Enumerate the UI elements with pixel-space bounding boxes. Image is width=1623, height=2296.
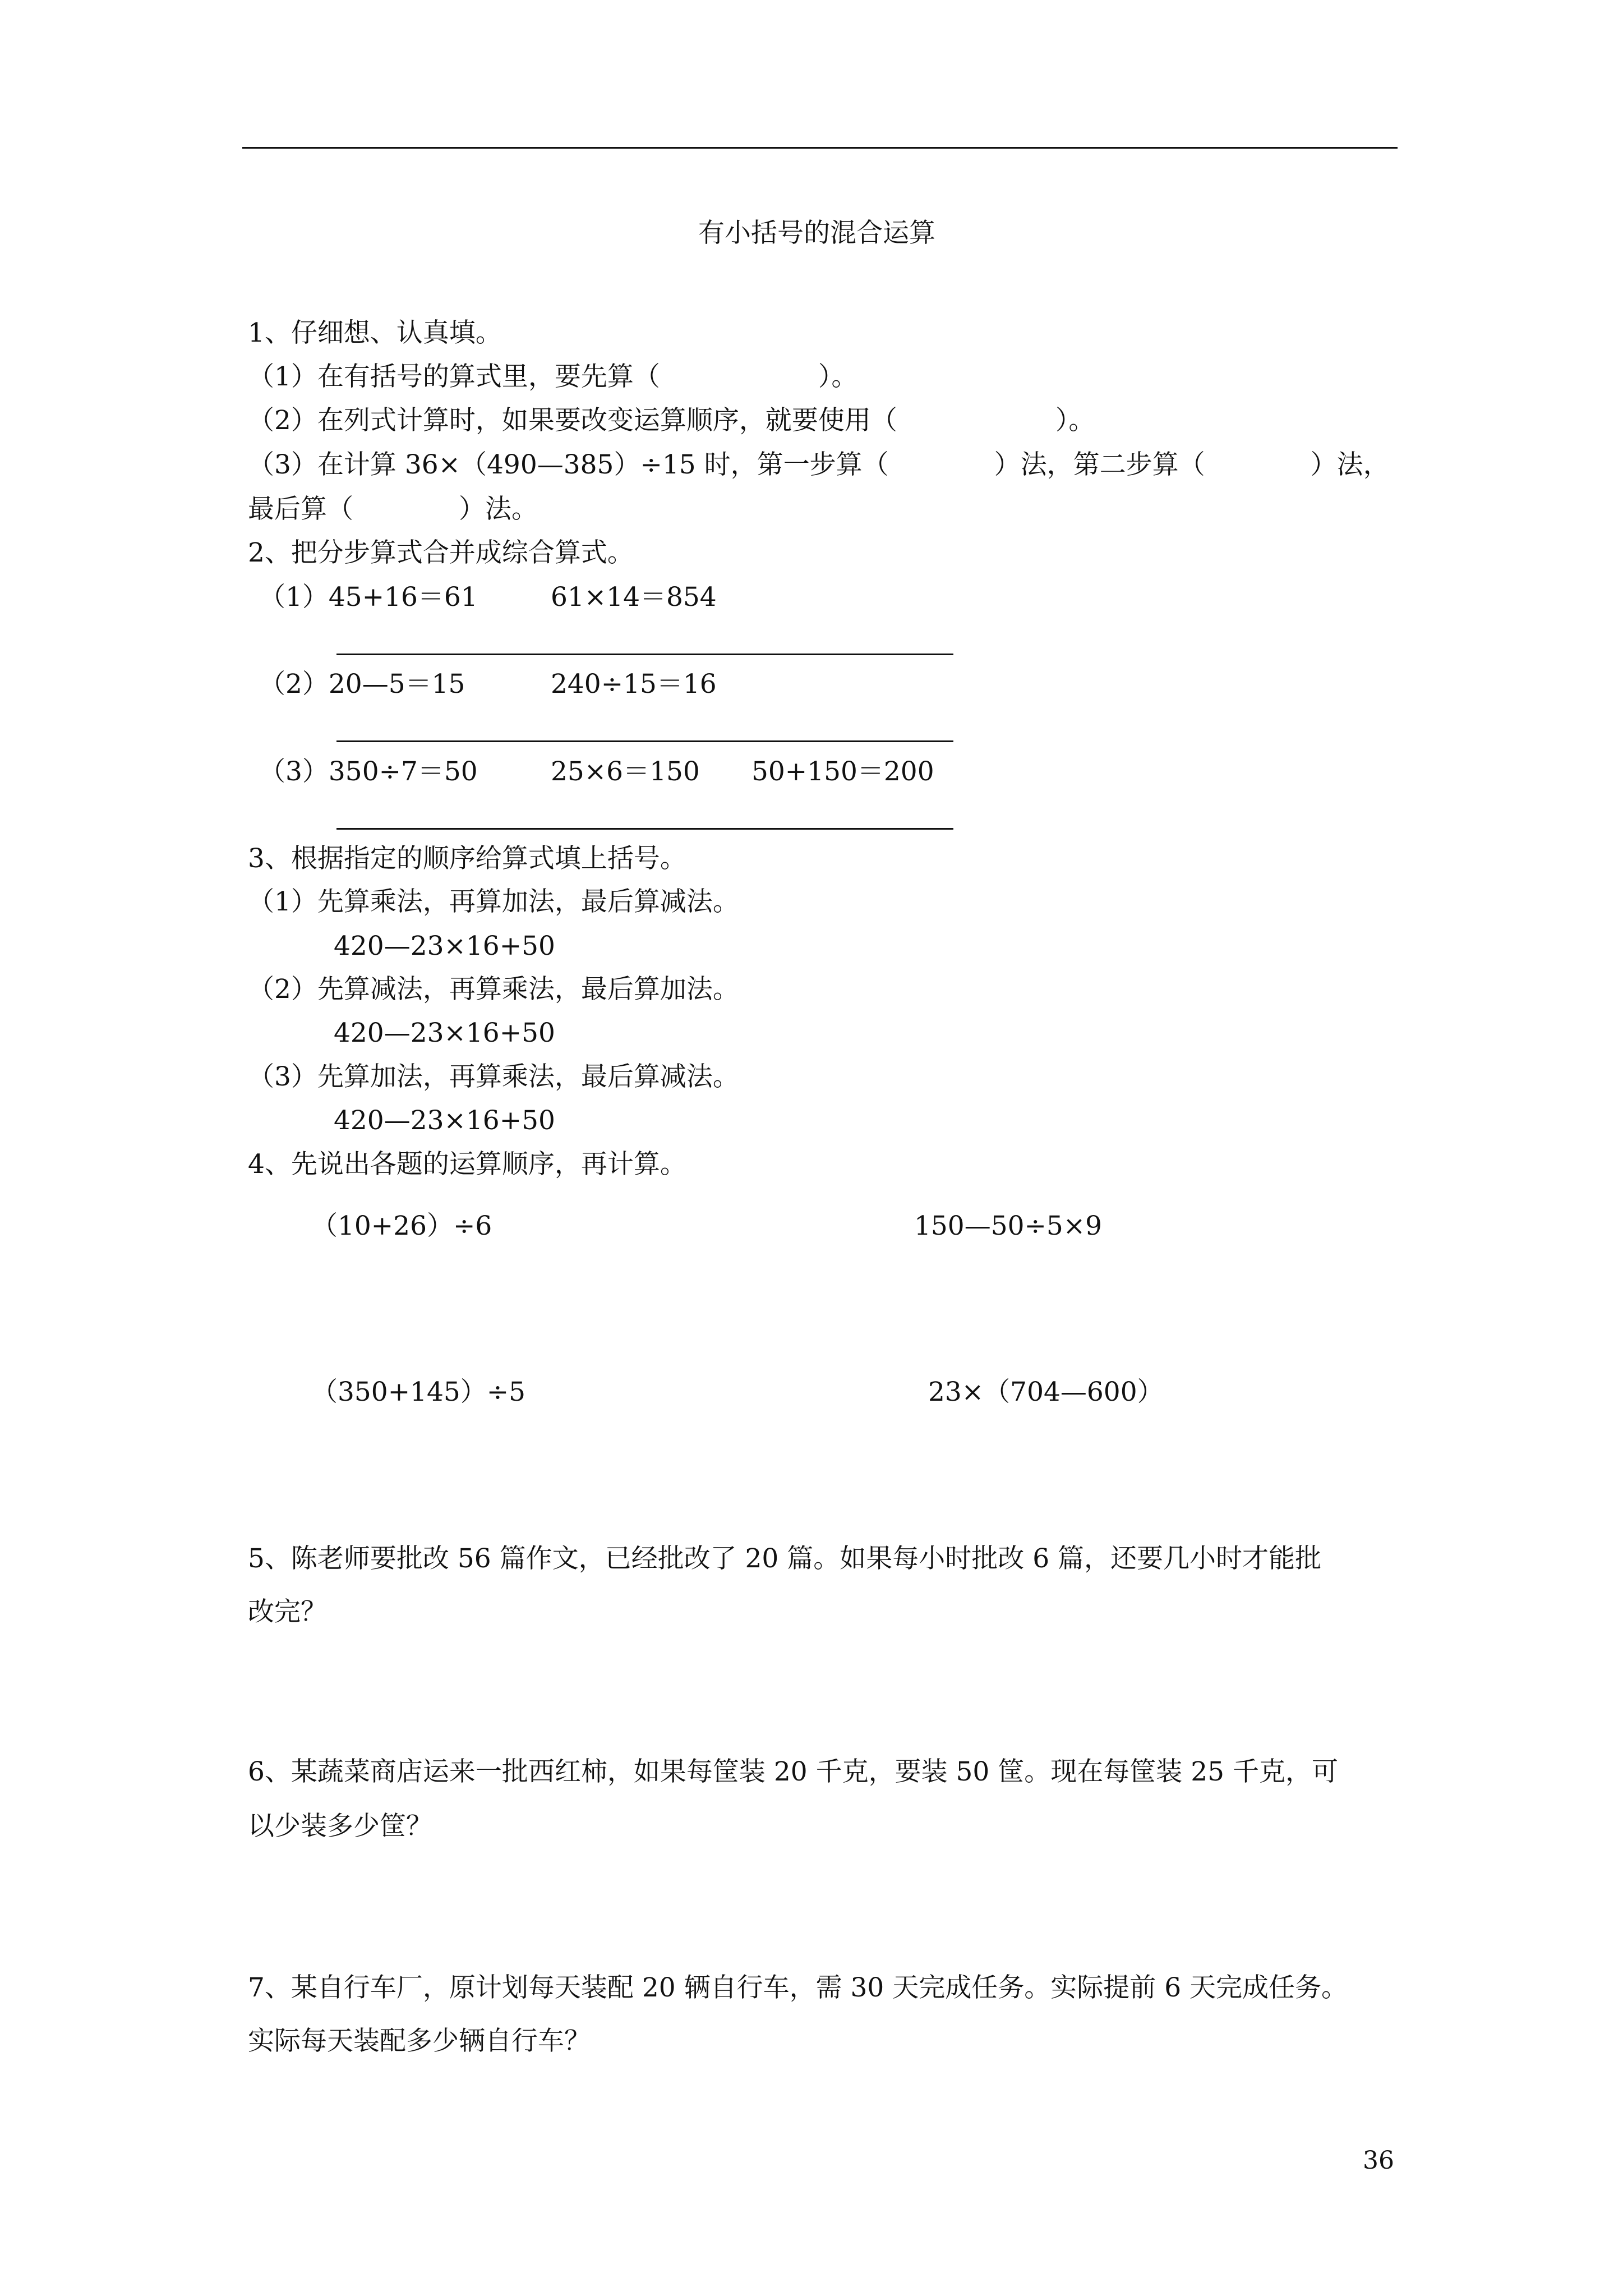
- q3-expression-3: 420—23×16+50: [334, 1105, 555, 1136]
- q2-answer-line-3: [336, 828, 953, 830]
- q3-instruction-2: （2）先算减法，再算乘法，最后算加法。: [248, 974, 739, 1005]
- q2-row-3-step3: 50+150＝200: [751, 756, 934, 787]
- q1-item-3-line2: 最后算（ ）法。: [248, 494, 538, 524]
- q2-row-2-step2: 240÷15＝16: [551, 669, 717, 700]
- q5-line-2: 改完？: [248, 1596, 327, 1627]
- q6-line-2: 以少装多少筐？: [248, 1811, 432, 1842]
- q7-line-2: 实际每天装配多少辆自行车？: [248, 2026, 591, 2056]
- q5-line-1: 5、陈老师要批改 56 篇作文，已经批改了 20 篇。如果每小时批改 6 篇，还要几小时才能批: [248, 1543, 1322, 1574]
- page-number: 36: [1363, 2146, 1394, 2175]
- q4-expression-4: 23×（704—600）: [928, 1377, 1164, 1407]
- q2-answer-line-1: [336, 654, 953, 655]
- q2-row-3-step1: （3）350÷7＝50: [259, 756, 478, 787]
- q1-item-3-line1: （3）在计算 36×（490—385）÷15 时，第一步算（ ）法，第二步算（ ）法，: [248, 449, 1390, 480]
- q2-heading: 2、把分步算式合并成综合算式。: [248, 537, 634, 568]
- q4-expression-1: （10+26）÷6: [311, 1211, 492, 1241]
- q2-row-1-step1: （1）45+16＝61: [259, 582, 478, 613]
- q6-line-1: 6、某蔬菜商店运来一批西红柿，如果每筐装 20 千克，要装 50 筐。现在每筐装 25 千克，可: [248, 1756, 1338, 1787]
- q3-instruction-1: （1）先算乘法，再算加法，最后算减法。: [248, 886, 739, 917]
- q3-heading: 3、根据指定的顺序给算式填上括号。: [248, 843, 686, 874]
- q1-heading: 1、仔细想、认真填。: [248, 318, 502, 348]
- q2-answer-line-2: [336, 740, 953, 742]
- q4-expression-2: 150—50÷5×9: [914, 1211, 1103, 1241]
- q3-instruction-3: （3）先算加法，再算乘法，最后算减法。: [248, 1061, 739, 1092]
- q2-row-2-step1: （2）20—5＝15: [259, 669, 465, 700]
- q2-row-1-step2: 61×14＝854: [551, 582, 717, 613]
- q4-expression-3: （350+145）÷5: [311, 1377, 526, 1407]
- q1-item-1: （1）在有括号的算式里，要先算（ ）。: [248, 361, 858, 392]
- q4-heading: 4、先说出各题的运算顺序，再计算。: [248, 1149, 686, 1180]
- q1-item-2: （2）在列式计算时，如果要改变运算顺序，就要使用（ ）。: [248, 405, 1095, 436]
- q3-expression-1: 420—23×16+50: [334, 931, 555, 961]
- q3-expression-2: 420—23×16+50: [334, 1018, 555, 1048]
- q2-row-3-step2: 25×6＝150: [551, 756, 700, 787]
- page-title: 有小括号的混合运算: [698, 218, 935, 249]
- q7-line-1: 7、某自行车厂，原计划每天装配 20 辆自行车，需 30 天完成任务。实际提前 6 天完成任务。: [248, 1972, 1348, 2003]
- header-rule: [242, 147, 1398, 149]
